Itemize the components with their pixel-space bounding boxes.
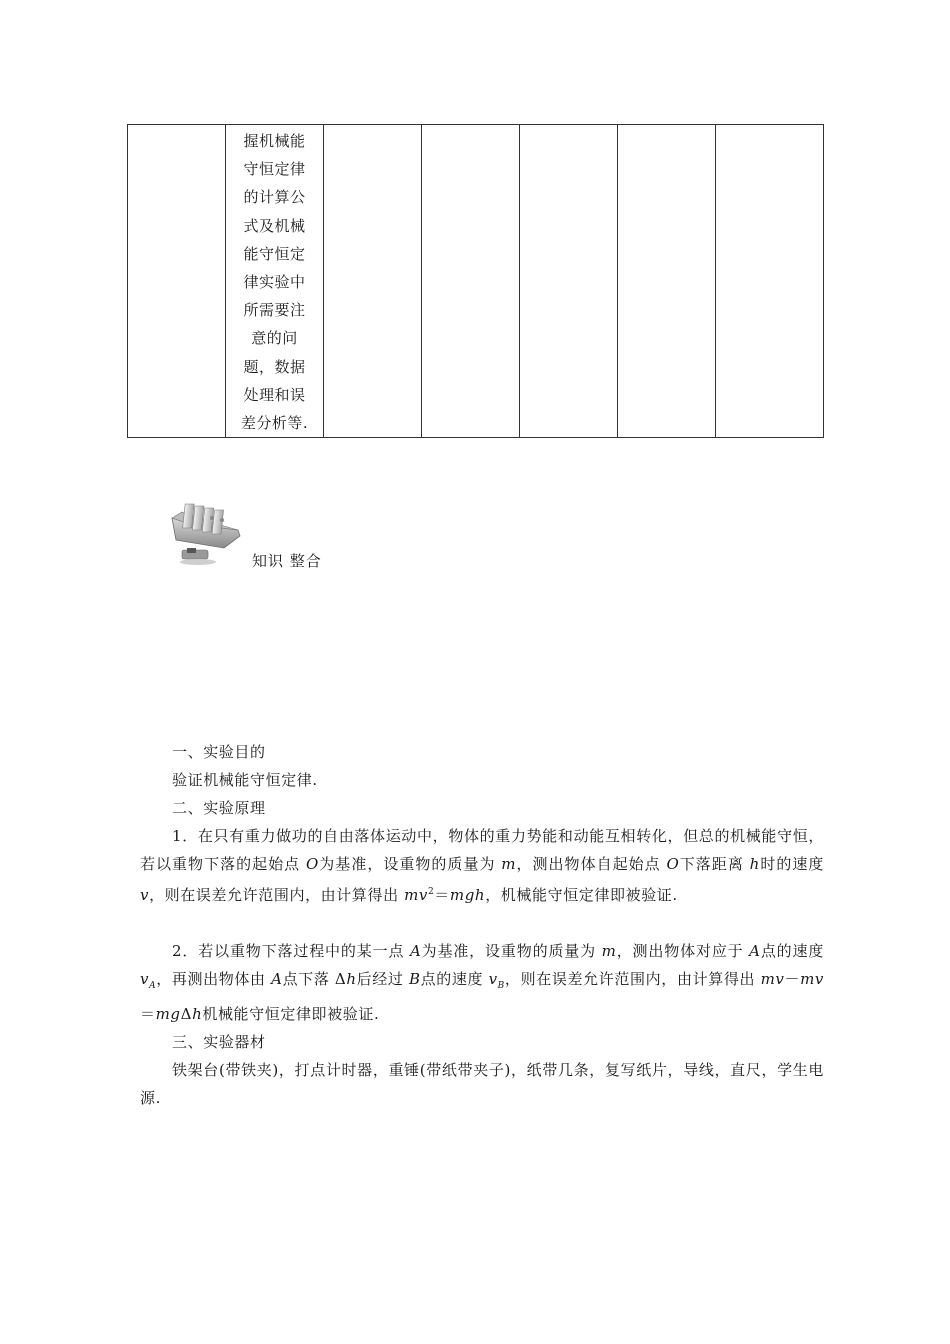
heading-purpose: 一、实验目的 bbox=[172, 743, 266, 761]
cell-line: 守恒定律 bbox=[243, 160, 306, 179]
table-cell bbox=[520, 125, 618, 438]
principle-paragraph-2: 2．若以重物下落过程中的某一点 A为基准，设重物的质量为 m，测出物体对应于 A点的速度 $v_A$，再测出物体由 A点下落 Δh后经过 B点的速度 $v_B$，则在误差允许范围内，由计算得出 mv－mv＝mgΔh机械能守恒定律即被验证. bbox=[140, 942, 824, 1023]
cell-line: 律实验中 bbox=[243, 272, 306, 291]
table-cell bbox=[618, 125, 716, 438]
equipment-text: 铁架台(带铁夹)，打点计时器，重锤(带纸带夹子)，纸带几条，复写纸片，导线，直尺，学生电源. bbox=[140, 1061, 824, 1107]
cell-text bbox=[226, 125, 323, 437]
section-title: 知识 整合 bbox=[252, 552, 322, 570]
cell-line: 差分析等. bbox=[240, 413, 309, 432]
cell-line: 式及机械 bbox=[243, 216, 306, 235]
cell-line: 能守恒定 bbox=[243, 244, 306, 263]
cell-line: 握机械能 bbox=[243, 132, 306, 150]
cell-line: 的计算公 bbox=[243, 188, 306, 207]
experiment-content bbox=[140, 738, 824, 1112]
cell-line: 题，数据 bbox=[243, 357, 306, 376]
bookshelf-computer-icon bbox=[168, 496, 248, 568]
cell-line: 意的问 bbox=[251, 329, 298, 348]
principle-paragraph-1: 1．在只有重力做功的自由落体运动中，物体的重力势能和动能互相转化，但总的机械能守恒，若以重物下落的起始点 O为基准，设重物的质量为 m，测出物体自起始点 O下落距离 h时的速度 v，则在误差允许范围内，由计算得出 $mv^2=mgh$，机械能守恒定律即被验证. bbox=[140, 827, 824, 904]
heading-equipment: 三、实验器材 bbox=[172, 1033, 266, 1051]
table-cell-objective bbox=[226, 125, 324, 438]
table-cell bbox=[128, 125, 226, 438]
purpose-text: 验证机械能守恒定律. bbox=[172, 771, 318, 789]
table-cell bbox=[716, 125, 824, 438]
table-row bbox=[128, 125, 824, 438]
cell-line: 所需要注 bbox=[243, 301, 306, 320]
cell-line: 处理和误 bbox=[243, 385, 306, 404]
table-cell bbox=[422, 125, 520, 438]
objectives-table bbox=[127, 124, 824, 438]
heading-principle: 二、实验原理 bbox=[172, 799, 266, 817]
table-cell bbox=[324, 125, 422, 438]
